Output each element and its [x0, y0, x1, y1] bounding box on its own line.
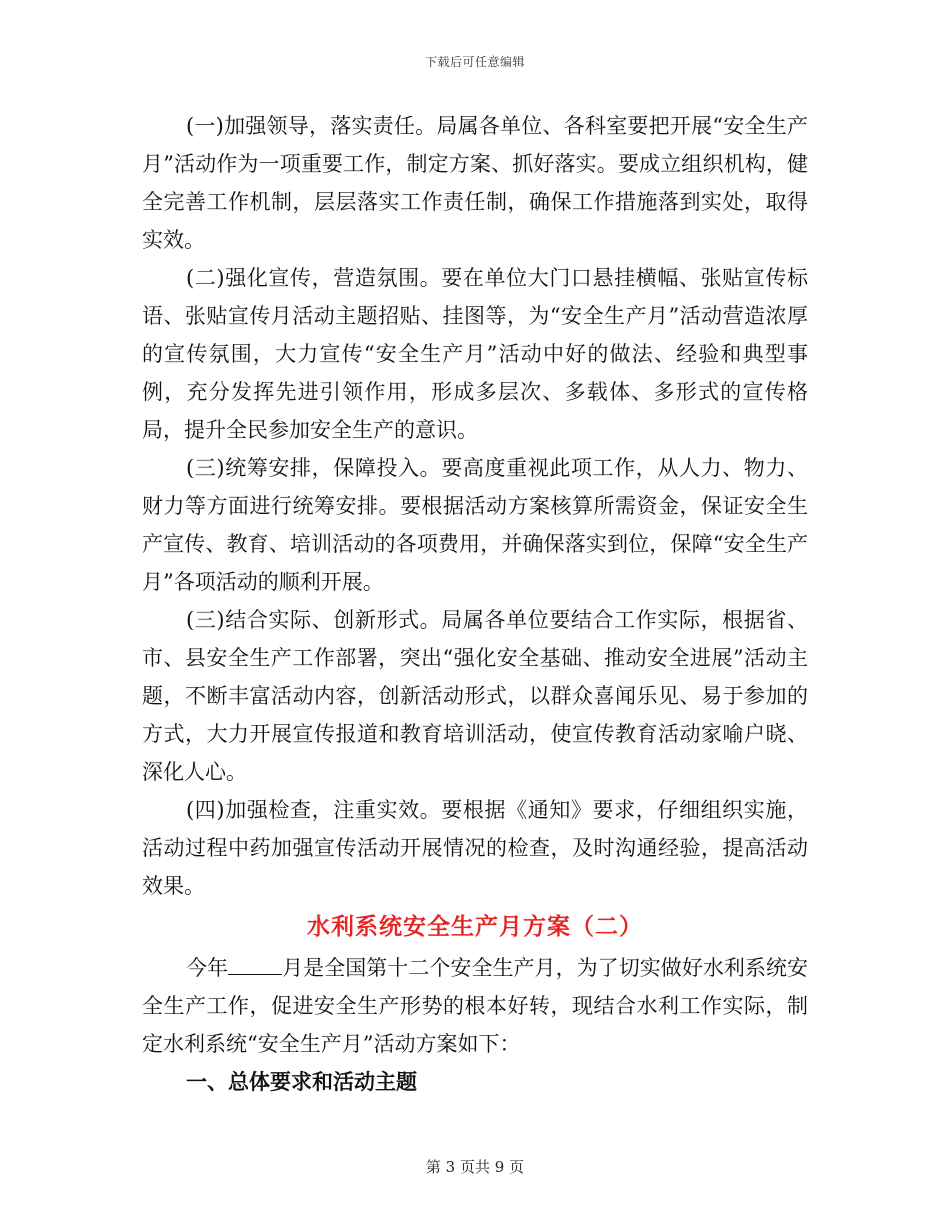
- document-body: [142, 107, 808, 1101]
- section-heading: 一、总体要求和活动主题: [186, 1069, 417, 1094]
- paragraph-coordination: (三)统筹安排，保障投入。要高度重视此项工作，从人力、物力、财力等方面进行统筹安排。要根据活动方案核算所需资金，保证安全生产宣传、教育、培训活动的各项费用，并确保落实到位，保障“安全生产月”各项活动的顺利开展。: [142, 456, 808, 594]
- document-title: 水利系统安全生产月方案（二）: [307, 913, 643, 940]
- intro-text-before-blank: 今年: [186, 956, 229, 980]
- paragraph-innovation: (三)结合实际、创新形式。局属各单位要结合工作实际，根据省、市、县安全生产工作部署，突出“强化安全基础、推动安全进展”活动主题，不断丰富活动内容，创新活动形式，以群众喜闻乐见、易于参加的方式，大力开展宣传报道和教育培训活动，使宣传教育活动家喻户晓、深化人心。: [142, 608, 808, 784]
- intro-text-after-blank: 月是全国第十二个安全生产月，为了切实做好水利系统安全生产工作，促进安全生产形势的根本好转，现结合水利工作实际，制定水利系统“安全生产月”活动方案如下：: [142, 956, 809, 1056]
- intro-paragraph: [142, 949, 808, 1063]
- page-header: 下载后可任意编辑: [424, 55, 525, 69]
- page-number: 第 3 页共 9 页: [425, 1158, 525, 1176]
- paragraph-strengthen-leadership: (一)加强领导，落实责任。局属各单位、各科室要把开展“安全生产月”活动作为一项重要工作，制定方案、抓好落实。要成立组织机构，健全完善工作机制，层层落实工作责任制，确保工作措施落到实处，取得实效。: [142, 114, 808, 252]
- paragraph-inspection: (四)加强检查，注重实效。要根据《通知》要求，仔细组织实施，活动过程中药加强宣传活动开展情况的检查，及时沟通经验，提高活动效果。: [142, 798, 808, 898]
- paragraph-publicity: (二)强化宣传，营造氛围。要在单位大门口悬挂横幅、张贴宣传标语、张贴宣传月活动主题招贴、挂图等，为“安全生产月”活动营造浓厚的宣传氛围，大力宣传“安全生产月”活动中好的做法、经验和典型事例，充分发挥先进引领作用，形成多层次、多载体、多形式的宣传格局，提升全民参加安全生产的意识。: [142, 266, 808, 442]
- blank-fill-line: [228, 954, 282, 975]
